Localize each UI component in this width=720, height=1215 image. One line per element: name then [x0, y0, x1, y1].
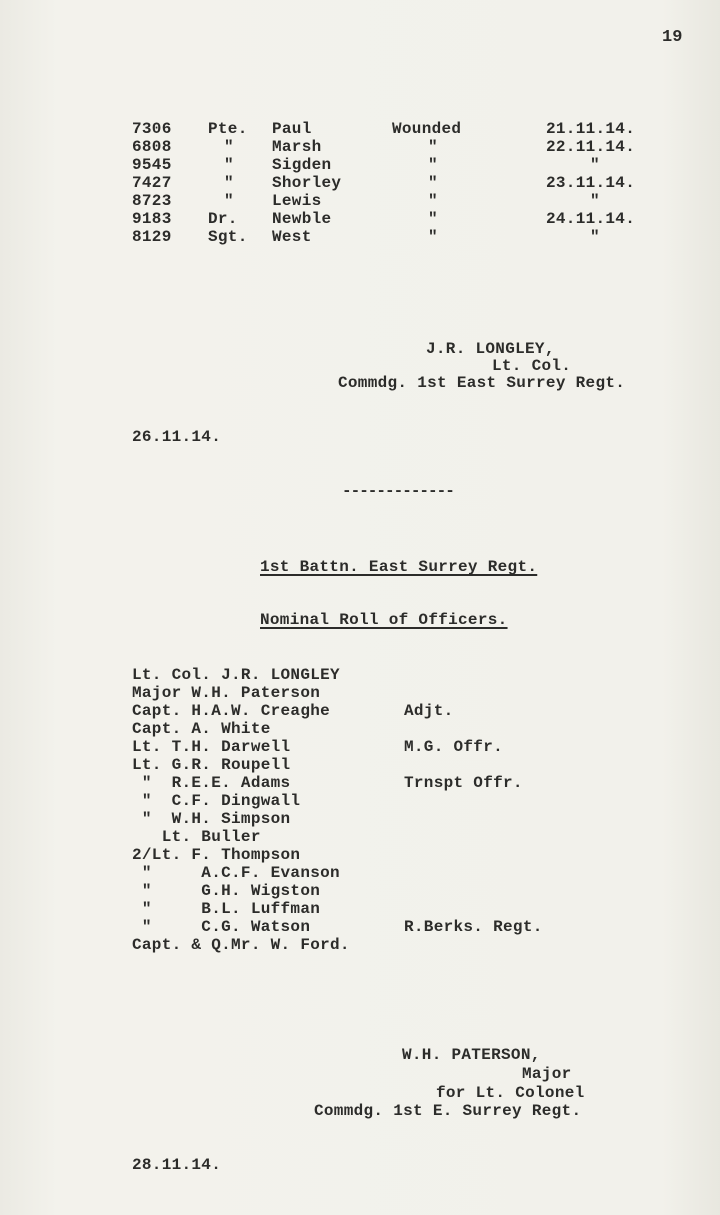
- soldier-name: Paul: [272, 120, 312, 138]
- officer-role: Trnspt Offr.: [404, 774, 523, 792]
- signatory-name: W.H. PATERSON,: [402, 1046, 541, 1064]
- regimental-number: 6808: [132, 138, 172, 156]
- officer-name: Major W.H. Paterson: [132, 684, 321, 702]
- officer-name: Capt. A. White: [132, 720, 271, 738]
- section-heading: 1st Battn. East Surrey Regt.: [260, 558, 538, 576]
- casualty-status: ": [428, 228, 438, 246]
- report-date: 28.11.14.: [132, 1156, 222, 1174]
- officer-name: " A.C.F. Evanson: [132, 864, 340, 882]
- soldier-name: Marsh: [272, 138, 322, 156]
- rank: ": [224, 138, 234, 156]
- officer-name: Lt. Buller: [132, 828, 261, 846]
- casualty-date: ": [590, 228, 600, 246]
- signatory-rank: Lt. Col.: [492, 357, 572, 375]
- officer-name: " B.L. Luffman: [132, 900, 321, 918]
- casualty-date: 21.11.14.: [546, 120, 636, 138]
- rank: Sgt.: [208, 228, 248, 246]
- officer-name: " W.H. Simpson: [132, 810, 291, 828]
- section-subheading: Nominal Roll of Officers.: [260, 611, 508, 629]
- signatory-unit: Commdg. 1st East Surrey Regt.: [338, 374, 626, 392]
- signatory-for: for Lt. Colonel: [436, 1084, 585, 1102]
- officer-name: " R.E.E. Adams: [132, 774, 291, 792]
- officer-name: " C.F. Dingwall: [132, 792, 301, 810]
- rank: Pte.: [208, 120, 248, 138]
- regimental-number: 8129: [132, 228, 172, 246]
- officer-name: Lt. T.H. Darwell: [132, 738, 291, 756]
- regimental-number: 7427: [132, 174, 172, 192]
- soldier-name: Newble: [272, 210, 332, 228]
- section-divider: -------------: [342, 482, 454, 500]
- soldier-name: West: [272, 228, 312, 246]
- regimental-number: 7306: [132, 120, 172, 138]
- casualty-status: ": [428, 210, 438, 228]
- casualty-status: Wounded: [392, 120, 462, 138]
- casualty-date: 23.11.14.: [546, 174, 636, 192]
- rank: ": [224, 192, 234, 210]
- rank: ": [224, 174, 234, 192]
- casualty-date: ": [590, 156, 600, 174]
- soldier-name: Lewis: [272, 192, 322, 210]
- officer-role: M.G. Offr.: [404, 738, 504, 756]
- soldier-name: Shorley: [272, 174, 342, 192]
- casualty-status: ": [428, 156, 438, 174]
- officer-name: 2/Lt. F. Thompson: [132, 846, 301, 864]
- officer-name: " G.H. Wigston: [132, 882, 321, 900]
- signatory-rank: Major: [522, 1065, 572, 1083]
- soldier-name: Sigden: [272, 156, 332, 174]
- casualty-status: ": [428, 138, 438, 156]
- officer-role: Adjt.: [404, 702, 454, 720]
- casualty-date: 22.11.14.: [546, 138, 636, 156]
- officer-name: Lt. G.R. Roupell: [132, 756, 291, 774]
- officer-name: Capt. H.A.W. Creaghe: [132, 702, 331, 720]
- report-date: 26.11.14.: [132, 428, 222, 446]
- rank: Dr.: [208, 210, 238, 228]
- officer-name: Capt. & Q.Mr. W. Ford.: [132, 936, 350, 954]
- regimental-number: 9183: [132, 210, 172, 228]
- casualty-date: ": [590, 192, 600, 210]
- casualty-status: ": [428, 174, 438, 192]
- rank: ": [224, 156, 234, 174]
- signatory-unit: Commdg. 1st E. Surrey Regt.: [314, 1102, 582, 1120]
- officer-name: Lt. Col. J.R. LONGLEY: [132, 666, 340, 684]
- casualty-date: 24.11.14.: [546, 210, 636, 228]
- officer-role: R.Berks. Regt.: [404, 918, 543, 936]
- casualty-status: ": [428, 192, 438, 210]
- officer-name: " C.G. Watson: [132, 918, 311, 936]
- signatory-name: J.R. LONGLEY,: [426, 340, 555, 358]
- page-number: 19: [662, 28, 683, 47]
- regimental-number: 8723: [132, 192, 172, 210]
- regimental-number: 9545: [132, 156, 172, 174]
